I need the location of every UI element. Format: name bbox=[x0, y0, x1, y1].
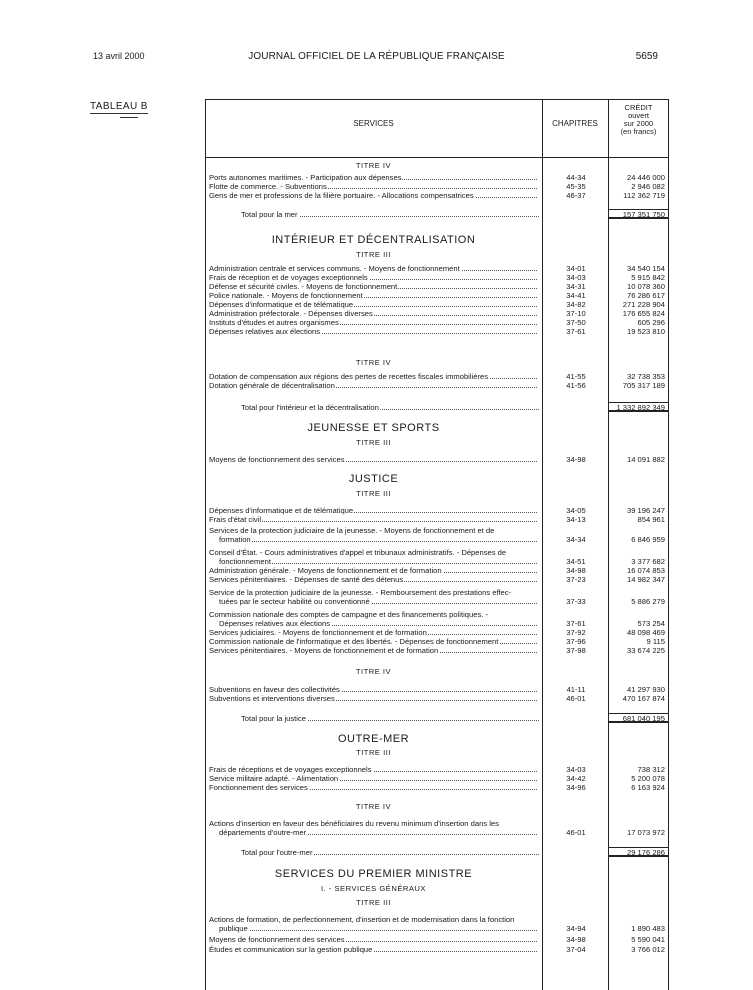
row-amount: 854 961 bbox=[637, 515, 665, 524]
row-label bbox=[209, 182, 537, 191]
row-chapter: 34-03 bbox=[566, 273, 586, 282]
row-amount: 10 078 360 bbox=[626, 282, 665, 291]
table-label: TABLEAU B bbox=[90, 101, 148, 112]
table-row bbox=[209, 774, 669, 783]
row-amount: 6 846 959 bbox=[631, 535, 665, 544]
table-row bbox=[209, 506, 669, 515]
row-chapter: 46-37 bbox=[566, 191, 586, 200]
row-chapter: 37-61 bbox=[566, 619, 586, 628]
row-amount: 48 098 469 bbox=[626, 628, 665, 637]
row-amount: 14 982 347 bbox=[626, 575, 665, 584]
row-amount: 470 167 874 bbox=[622, 694, 665, 703]
row-label-text: Dépenses relatives aux élections bbox=[219, 619, 331, 628]
row-chapter: 34-94 bbox=[566, 924, 586, 933]
row-amount: 39 196 247 bbox=[626, 506, 665, 515]
total-label-text: Total pour l'outre-mer bbox=[241, 848, 313, 857]
row-label bbox=[209, 381, 537, 390]
row-label-text: Services pénitentiaires. - Moyens de fonctionnement et de formation bbox=[209, 646, 439, 655]
row-amount: 14 091 882 bbox=[626, 455, 665, 464]
total-label bbox=[241, 714, 539, 723]
row-chapter: 34-98 bbox=[566, 455, 586, 464]
row-label-text: Instituts d'études et autres organismes bbox=[209, 318, 339, 327]
row-amount: 17 073 972 bbox=[626, 828, 665, 837]
row-label-text: Moyens de fonctionnement des services bbox=[209, 455, 345, 464]
row-label bbox=[209, 506, 537, 515]
row-amount: 2 946 082 bbox=[631, 182, 665, 191]
row-label-text: Dépenses d'informatique et de télématique bbox=[209, 300, 354, 309]
row-amount: 5 200 078 bbox=[631, 774, 665, 783]
row-label bbox=[209, 628, 537, 637]
row-label-text: formation bbox=[219, 535, 251, 544]
row-chapter: 37-33 bbox=[566, 597, 586, 606]
row-amount: 32 738 353 bbox=[626, 372, 665, 381]
section-heading: JUSTICE bbox=[348, 473, 399, 485]
section-subheading: TITRE IV bbox=[355, 802, 392, 811]
row-chapter: 37-23 bbox=[566, 575, 586, 584]
row-label-text: Gens de mer et professions de la filière portuaire. - Allocations compensatrices bbox=[209, 191, 474, 200]
row-label-text: Dotation de compensation aux régions des pertes de recettes fiscales immobilières bbox=[209, 372, 489, 381]
row-label bbox=[209, 575, 537, 584]
row-chapter: 34-34 bbox=[566, 535, 586, 544]
row-label bbox=[209, 327, 537, 336]
row-chapter: 34-13 bbox=[566, 515, 586, 524]
section-subheading: TITRE III bbox=[356, 748, 391, 757]
credit-header-line: sur 2000 bbox=[623, 119, 654, 128]
row-label-text: Moyens de fonctionnement des services bbox=[209, 935, 345, 944]
row-label-text: fonctionnement bbox=[219, 557, 271, 566]
row-amount: 573 254 bbox=[637, 619, 665, 628]
row-label-text: Défense et sécurité civiles. - Moyens de fonctionnement bbox=[209, 282, 398, 291]
table-row bbox=[209, 264, 669, 273]
row-amount: 5 886 279 bbox=[631, 597, 665, 606]
row-label-line: Actions de formation, de perfectionnement, d'insertion et de modernisation dans la fonction bbox=[209, 915, 515, 924]
row-amount: 34 540 154 bbox=[626, 264, 665, 273]
row-label bbox=[209, 282, 537, 291]
section-subheading: TITRE III bbox=[356, 489, 391, 498]
section-subheading: TITRE IV bbox=[355, 358, 392, 367]
row-amount: 1 890 483 bbox=[631, 924, 665, 933]
column-header-chapitres: CHAPITRES bbox=[552, 119, 598, 128]
row-chapter: 46-01 bbox=[566, 828, 586, 837]
table-row bbox=[209, 828, 669, 837]
column-divider bbox=[542, 99, 543, 990]
row-amount: 76 286 617 bbox=[626, 291, 665, 300]
row-chapter: 34-42 bbox=[566, 774, 586, 783]
row-chapter: 45-35 bbox=[566, 182, 586, 191]
row-label-text: Frais d'état civil bbox=[209, 515, 262, 524]
table-row bbox=[209, 935, 669, 944]
total-label-text: Total pour la mer bbox=[241, 210, 298, 219]
row-label-text: Ports autonomes maritimes. - Participation aux dépenses bbox=[209, 173, 402, 182]
row-amount: 3 766 012 bbox=[631, 945, 665, 954]
row-label bbox=[209, 566, 537, 575]
row-label bbox=[209, 774, 537, 783]
row-label bbox=[209, 191, 537, 200]
row-label-text: Service militaire adapté. - Alimentation bbox=[209, 774, 339, 783]
header-date: 13 avril 2000 bbox=[93, 51, 145, 61]
row-label bbox=[209, 935, 537, 944]
section-heading: OUTRE-MER bbox=[337, 733, 410, 745]
row-label-text: tuées par le secteur habilité ou conventionné bbox=[219, 597, 370, 606]
row-label bbox=[209, 273, 537, 282]
total-label bbox=[241, 210, 539, 219]
total-amount: 157 351 750 bbox=[622, 210, 665, 219]
row-amount: 33 674 225 bbox=[626, 646, 665, 655]
row-amount: 176 655 824 bbox=[622, 309, 665, 318]
table-row bbox=[209, 381, 669, 390]
row-chapter: 37-04 bbox=[566, 945, 586, 954]
row-amount: 3 377 682 bbox=[631, 557, 665, 566]
row-chapter: 37-96 bbox=[566, 637, 586, 646]
row-label bbox=[209, 264, 537, 273]
row-label bbox=[209, 515, 537, 524]
table-row bbox=[209, 515, 669, 524]
table-row bbox=[209, 291, 669, 300]
table-row bbox=[209, 282, 669, 291]
row-label-text: Dépenses relatives aux élections bbox=[209, 327, 321, 336]
table-row bbox=[209, 945, 669, 954]
section-subheading: I. - SERVICES GÉNÉRAUX bbox=[321, 884, 426, 893]
table-row bbox=[209, 646, 669, 655]
row-label bbox=[209, 372, 537, 381]
row-chapter: 37-92 bbox=[566, 628, 586, 637]
row-label bbox=[209, 309, 537, 318]
section-subheading: TITRE IV bbox=[355, 667, 392, 676]
total-label-text: Total pour l'intérieur et la décentralisation bbox=[241, 403, 379, 412]
row-label-text: départements d'outre-mer bbox=[219, 828, 307, 837]
row-chapter: 41-55 bbox=[566, 372, 586, 381]
row-label bbox=[209, 291, 537, 300]
row-label-text: Études et communication sur la gestion publique bbox=[209, 945, 373, 954]
row-label bbox=[209, 694, 537, 703]
row-label-text: Subventions en faveur des collectivités bbox=[209, 685, 340, 694]
total-label bbox=[241, 403, 539, 412]
row-chapter: 34-96 bbox=[566, 783, 586, 792]
row-chapter: 46-01 bbox=[566, 694, 586, 703]
row-label-text: Dépenses d'informatique et de télématique bbox=[209, 506, 354, 515]
credit-header-line: CRÉDIT bbox=[624, 103, 653, 112]
row-amount: 6 163 924 bbox=[631, 783, 665, 792]
header-rule bbox=[205, 157, 669, 158]
row-label bbox=[209, 646, 537, 655]
row-label-line: Services de la protection judiciaire de la jeunesse. - Moyens de fonctionnement et de bbox=[209, 526, 495, 535]
section-heading: INTÉRIEUR ET DÉCENTRALISATION bbox=[271, 234, 476, 246]
row-label-line: Actions d'insertion en faveur des bénéficiaires du revenu minimum d'insertion dans les bbox=[209, 819, 499, 828]
table-row bbox=[209, 273, 669, 282]
table-row bbox=[209, 783, 669, 792]
row-chapter: 34-01 bbox=[566, 264, 586, 273]
header-page-number: 5659 bbox=[635, 51, 658, 62]
header-title: JOURNAL OFFICIEL DE LA RÉPUBLIQUE FRANÇAISE bbox=[248, 51, 505, 62]
row-chapter: 37-50 bbox=[566, 318, 586, 327]
total-amount: 1 332 892 349 bbox=[616, 403, 665, 412]
table-row bbox=[209, 637, 669, 646]
row-label-text: Fonctionnement des services bbox=[209, 783, 308, 792]
table-row bbox=[209, 191, 669, 200]
row-label bbox=[219, 535, 537, 544]
table-row bbox=[209, 597, 669, 606]
row-amount: 738 312 bbox=[637, 765, 665, 774]
row-label-text: Flotte de commerce. - Subventions bbox=[209, 182, 327, 191]
row-amount: 271 228 904 bbox=[622, 300, 665, 309]
row-label bbox=[209, 173, 537, 182]
row-label bbox=[219, 619, 537, 628]
total-amount: 681 040 195 bbox=[622, 714, 665, 723]
row-chapter: 34-51 bbox=[566, 557, 586, 566]
row-amount: 41 297 930 bbox=[626, 685, 665, 694]
row-amount: 112 362 719 bbox=[623, 191, 665, 200]
table-row bbox=[209, 309, 669, 318]
row-amount: 19 523 810 bbox=[626, 327, 665, 336]
row-chapter: 37-98 bbox=[566, 646, 586, 655]
row-label bbox=[209, 783, 537, 792]
row-label bbox=[209, 300, 537, 309]
row-chapter: 34-82 bbox=[566, 300, 586, 309]
column-header-services: SERVICES bbox=[353, 119, 394, 128]
row-label bbox=[209, 685, 537, 694]
row-label bbox=[219, 557, 537, 566]
table-row bbox=[209, 182, 669, 191]
total-label-text: Total pour la justice bbox=[241, 714, 307, 723]
row-chapter: 37-10 bbox=[566, 309, 586, 318]
section-subheading: TITRE IV bbox=[355, 161, 392, 170]
row-label bbox=[219, 828, 537, 837]
credit-header-line: ouvert bbox=[628, 111, 649, 120]
row-amount: 16 074 853 bbox=[626, 566, 665, 575]
table-row bbox=[209, 327, 669, 336]
row-chapter: 34-31 bbox=[566, 282, 586, 291]
credit-header-line: (en francs) bbox=[620, 127, 657, 136]
row-label-text: Subventions et interventions diverses bbox=[209, 694, 335, 703]
column-header-credit bbox=[608, 104, 669, 136]
table-row bbox=[209, 628, 669, 637]
section-subheading: TITRE III bbox=[356, 898, 391, 907]
table-row bbox=[209, 455, 669, 464]
table-row bbox=[209, 685, 669, 694]
row-label-text: Frais de réceptions et de voyages exceptionnels bbox=[209, 765, 372, 774]
table-row bbox=[209, 300, 669, 309]
section-subheading: TITRE III bbox=[356, 250, 391, 259]
row-amount: 9 115 bbox=[646, 637, 665, 646]
row-label-text: Frais de réception et de voyages exceptionnels bbox=[209, 273, 368, 282]
row-label bbox=[209, 765, 537, 774]
row-amount: 5 590 041 bbox=[631, 935, 665, 944]
row-amount: 605 296 bbox=[637, 318, 665, 327]
row-label bbox=[219, 924, 537, 933]
row-label bbox=[209, 318, 537, 327]
row-label-line: Commission nationale des comptes de campagne et des financements politiques. - bbox=[209, 610, 489, 619]
section-subheading: TITRE III bbox=[356, 438, 391, 447]
row-label-text: Police nationale. - Moyens de fonctionnement bbox=[209, 291, 363, 300]
row-chapter: 34-98 bbox=[566, 566, 586, 575]
row-chapter: 34-05 bbox=[566, 506, 586, 515]
table-row bbox=[209, 575, 669, 584]
row-chapter: 37-61 bbox=[566, 327, 586, 336]
table-row bbox=[209, 619, 669, 628]
row-amount: 5 915 842 bbox=[631, 273, 665, 282]
table-row bbox=[209, 173, 669, 182]
row-label bbox=[219, 597, 537, 606]
row-label-text: Dotation générale de décentralisation bbox=[209, 381, 335, 390]
table-row bbox=[209, 557, 669, 566]
row-label-line: Conseil d'État. - Cours administratives d'appel et tribunaux administratifs. - Dépenses de bbox=[209, 548, 507, 557]
table-row bbox=[209, 566, 669, 575]
table-row bbox=[209, 318, 669, 327]
row-label bbox=[209, 945, 537, 954]
row-chapter: 41-11 bbox=[566, 685, 586, 694]
row-label-text: Commission nationale de l'informatique et des libertés. - Dépenses de fonctionnement bbox=[209, 637, 499, 646]
total-amount: 29 176 286 bbox=[626, 848, 665, 857]
row-label-text: Services pénitentiaires. - Dépenses de santé des détenus bbox=[209, 575, 404, 584]
table-row bbox=[209, 694, 669, 703]
section-heading: SERVICES DU PREMIER MINISTRE bbox=[274, 868, 473, 880]
row-chapter: 44-34 bbox=[566, 173, 586, 182]
table-row bbox=[209, 765, 669, 774]
row-label-text: Administration centrale et services communs. - Moyens de fonctionnement bbox=[209, 264, 460, 273]
row-label bbox=[209, 637, 537, 646]
table-row bbox=[209, 535, 669, 544]
row-label-text: Administration générale. - Moyens de fonctionnement et de formation bbox=[209, 566, 442, 575]
total-label bbox=[241, 848, 539, 857]
row-label-text: publique bbox=[219, 924, 248, 933]
row-label-text: Services judiciaires. - Moyens de fonctionnement et de formation bbox=[209, 628, 427, 637]
row-label-text: Administration préfectorale. - Dépenses diverses bbox=[209, 309, 373, 318]
row-chapter: 34-41 bbox=[566, 291, 586, 300]
row-label bbox=[209, 455, 537, 464]
row-chapter: 41-56 bbox=[566, 381, 586, 390]
row-amount: 705 317 189 bbox=[622, 381, 665, 390]
section-heading: JEUNESSE ET SPORTS bbox=[307, 422, 440, 434]
table-row bbox=[209, 924, 669, 933]
row-chapter: 34-03 bbox=[566, 765, 586, 774]
table-row bbox=[209, 372, 669, 381]
row-chapter: 34-98 bbox=[566, 935, 586, 944]
row-amount: 24 446 000 bbox=[626, 173, 665, 182]
row-label-line: Service de la protection judiciaire de la jeunesse. - Remboursement des prestations effec- bbox=[209, 588, 512, 597]
